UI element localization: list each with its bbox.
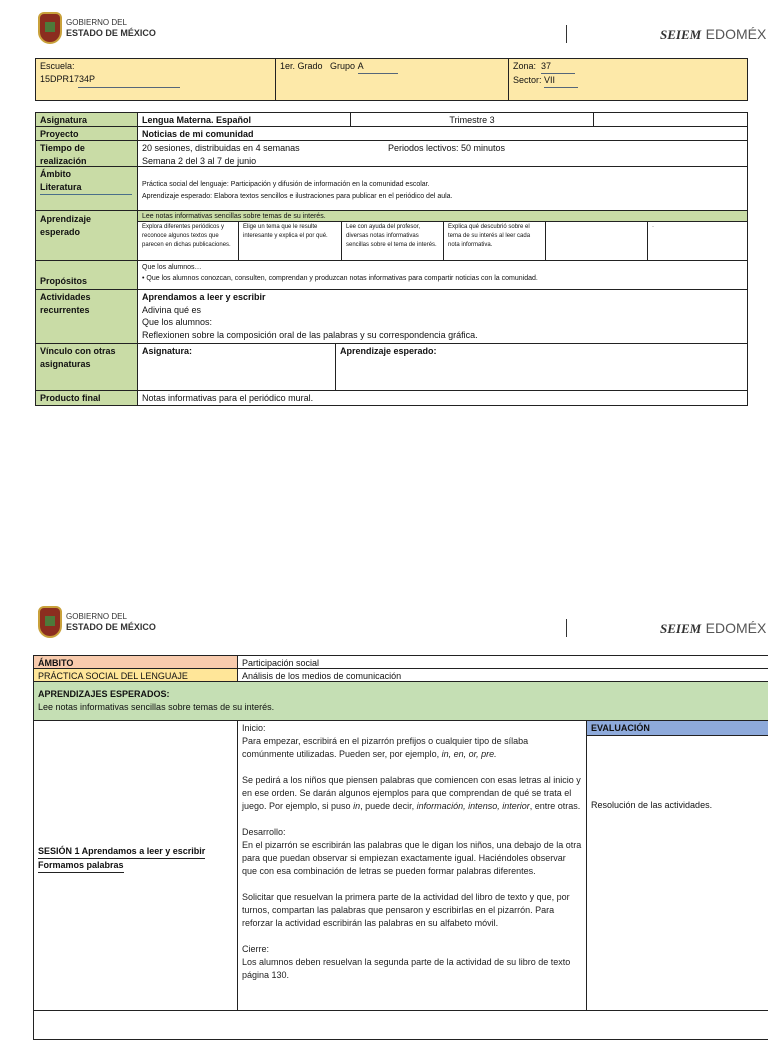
inicio-p2-words: información, intenso, interior bbox=[416, 801, 530, 811]
next-row bbox=[33, 1010, 768, 1040]
vinculo-label: Vínculo con otras asignaturas bbox=[35, 343, 138, 391]
actividades-label: Actividades recurrentes bbox=[35, 289, 138, 344]
semana: Semana 2 del 3 al 7 de junio bbox=[142, 156, 257, 166]
aprendizajes-value: Lee notas informativas sencillas sobre temas de su interés. bbox=[38, 702, 275, 712]
asignatura-label: Asignatura bbox=[35, 112, 138, 127]
aprendizajes-label: APRENDIZAJES ESPERADOS: bbox=[38, 689, 170, 699]
sesion-subtitle: Formamos palabras bbox=[38, 859, 124, 873]
gov-line1: GOBIERNO DEL bbox=[66, 17, 127, 27]
propositos-intro: Que los alumnos… bbox=[142, 264, 202, 271]
seiem-logo bbox=[660, 26, 766, 44]
propositos-label: Propósitos bbox=[35, 260, 138, 290]
actividad-item: Reflexionen sobre la composición oral de las palabras y su correspondencia gráfica. bbox=[142, 329, 478, 340]
gov-logo bbox=[38, 12, 156, 44]
aprendizaje-cell bbox=[545, 221, 648, 261]
inicio-p2 bbox=[242, 774, 582, 813]
actividad-item: Adivina qué es bbox=[142, 304, 202, 315]
inicio-p2-text: , puede decir, bbox=[360, 801, 415, 811]
coat-of-arms-icon bbox=[38, 606, 62, 638]
practica-label: PRÁCTICA SOCIAL DEL LENGUAJE bbox=[33, 668, 238, 682]
grupo-value: A bbox=[358, 60, 398, 74]
asignatura-value: Lengua Materna. Español bbox=[137, 112, 351, 127]
sesion-title: SESIÓN 1 Aprendamos a leer y escribir bbox=[38, 845, 205, 859]
aprendizaje-cell: Lee con ayuda del profesor, diversas notas informativas sencillas sobre el tema de interés. bbox=[341, 221, 444, 261]
ambito-label: ÁMBITO bbox=[33, 655, 238, 669]
escuela-cell bbox=[35, 58, 276, 101]
desarrollo-p2: Solicitar que resuelvan la primera parte de la actividad del libro de texto y que, por turnos, compartan las palabras que pensaron y escribirlas en el pizarrón. Para reforzar la actividad escribirán las palabras en su alfabeto móvil. bbox=[242, 892, 570, 928]
gov-line1: GOBIERNO DEL bbox=[66, 611, 127, 621]
aprendizajes-esperados bbox=[33, 681, 768, 721]
vinculo-asignatura: Asignatura: bbox=[137, 343, 336, 391]
inicio-examples: in, en, or, pre. bbox=[441, 749, 497, 759]
actividades-content bbox=[137, 289, 748, 344]
empty-cell bbox=[593, 112, 748, 127]
brand-left: SEIEM bbox=[660, 27, 702, 42]
aprendizaje-cell: Explora diferentes periódicos y reconoce algunos textos que parecen en dichas publicaciones. bbox=[137, 221, 239, 261]
gov-line2: ESTADO DE MÉXICO bbox=[66, 621, 156, 632]
escuela-value: 15DPR1734P bbox=[40, 74, 96, 84]
gov-line2: ESTADO DE MÉXICO bbox=[66, 27, 156, 38]
sesion-content bbox=[237, 720, 587, 1011]
trimestre: Trimestre 3 bbox=[350, 112, 594, 127]
zona-label: Zona: bbox=[513, 61, 537, 71]
practica-value: Análisis de los medios de comunicación bbox=[237, 668, 768, 682]
inicio-p1-text: Para empezar, escribirá en el pizarrón prefijos o cualquier tipo de sílaba comúnmente utilizadas. Pueden ser, por ejemplo, bbox=[242, 736, 529, 759]
inicio-p2-text: Se pedirá a los niños que piensen palabras que comiencen con esas letras al inicio y en ese orden. Se darán algunos ejemplos para que comprendan de qué se trata el juego. Por ejemplo, si puso bbox=[242, 775, 581, 811]
desarrollo-p1: En el pizarrón se escribirán las palabras que le digan los niños, una debajo de la otra para que puedan observar si empiezan exactamente igual. Haciéndoles observar que con esa combinación de letras se pueden formar palabras diferentes. bbox=[242, 840, 582, 876]
seiem-logo bbox=[660, 620, 766, 638]
sesiones: 20 sesiones, distribuidas en 4 semanas bbox=[142, 143, 300, 153]
brand-right: EDOMÉX bbox=[705, 620, 767, 636]
evaluacion-value: Resolución de las actividades. bbox=[586, 735, 768, 1011]
evaluacion-label: EVALUACIÓN bbox=[586, 720, 768, 736]
brand-left: SEIEM bbox=[660, 621, 702, 636]
propositos-content bbox=[137, 260, 748, 290]
tiempo-label: Tiempo de realización bbox=[35, 140, 138, 167]
aprendizaje-esperado-text: Aprendizaje esperado: Elabora textos sencillos e ilustraciones para publicar en el periódico del aula. bbox=[142, 193, 453, 200]
coat-of-arms-icon bbox=[38, 12, 62, 44]
inicio-p2-text: , entre otras. bbox=[529, 801, 581, 811]
zona-value: 37 bbox=[541, 60, 575, 74]
gov-logo bbox=[38, 606, 156, 638]
sector-label: Sector: bbox=[513, 75, 542, 85]
ambito-value: Literatura bbox=[40, 181, 132, 195]
zona-cell bbox=[508, 58, 748, 101]
sector-value: VII bbox=[544, 74, 578, 88]
cierre-label: Cierre: bbox=[242, 944, 270, 954]
propositos-item: • Que los alumnos conozcan, consulten, comprendan y produzcan notas informativas para compartir noticias con la comunidad. bbox=[142, 275, 538, 282]
grado-cell bbox=[275, 58, 509, 101]
practica-social: Práctica social del lenguaje: Participación y difusión de información en la comunidad escolar. bbox=[142, 181, 430, 188]
periodos: Periodos lectivos: 50 minutos bbox=[388, 143, 506, 153]
producto-value: Notas informativas para el periódico mural. bbox=[137, 390, 748, 406]
desarrollo-label: Desarrollo: bbox=[242, 827, 286, 837]
cierre-p1: Los alumnos deben resuelvan la segunda parte de la actividad de su libro de texto página 130. bbox=[242, 957, 571, 980]
aprendizaje-header: Lee notas informativas sencillas sobre temas de su interés. bbox=[137, 210, 748, 222]
aprendizaje-cell: Elige un tema que le resulte interesante y explica el por qué. bbox=[238, 221, 342, 261]
proyecto-label: Proyecto bbox=[35, 126, 138, 141]
vinculo-aprendizaje: Aprendizaje esperado: bbox=[335, 343, 748, 391]
escuela-label: Escuela: bbox=[40, 61, 75, 71]
sesion-cell bbox=[33, 720, 238, 1011]
inicio-p2-in: in bbox=[353, 801, 361, 811]
inicio-label: Inicio: bbox=[242, 723, 266, 733]
producto-label: Producto final bbox=[35, 390, 138, 406]
inicio-p1 bbox=[242, 735, 582, 761]
divider bbox=[566, 619, 567, 637]
ambito-title: Ámbito bbox=[40, 169, 71, 179]
actividad-item: Aprendamos a leer y escribir bbox=[142, 292, 266, 302]
divider bbox=[566, 25, 567, 43]
tiempo-value bbox=[137, 140, 748, 167]
ambito-label bbox=[35, 166, 138, 211]
ambito-value: Participación social bbox=[237, 655, 768, 669]
aprendizaje-cell: - bbox=[647, 221, 748, 261]
aprendizaje-cell: Explica qué descubrió sobre el tema de su interés al leer cada nota informativa. bbox=[443, 221, 546, 261]
aprendizaje-label: Aprendizaje esperado bbox=[35, 210, 138, 261]
proyecto-value: Noticias de mi comunidad bbox=[137, 126, 748, 141]
actividad-item: Que los alumnos: bbox=[142, 317, 213, 327]
brand-right: EDOMÉX bbox=[705, 26, 767, 42]
grado: 1er. Grado bbox=[280, 61, 323, 71]
ambito-content bbox=[137, 166, 748, 211]
grupo-label: Grupo bbox=[330, 61, 356, 71]
